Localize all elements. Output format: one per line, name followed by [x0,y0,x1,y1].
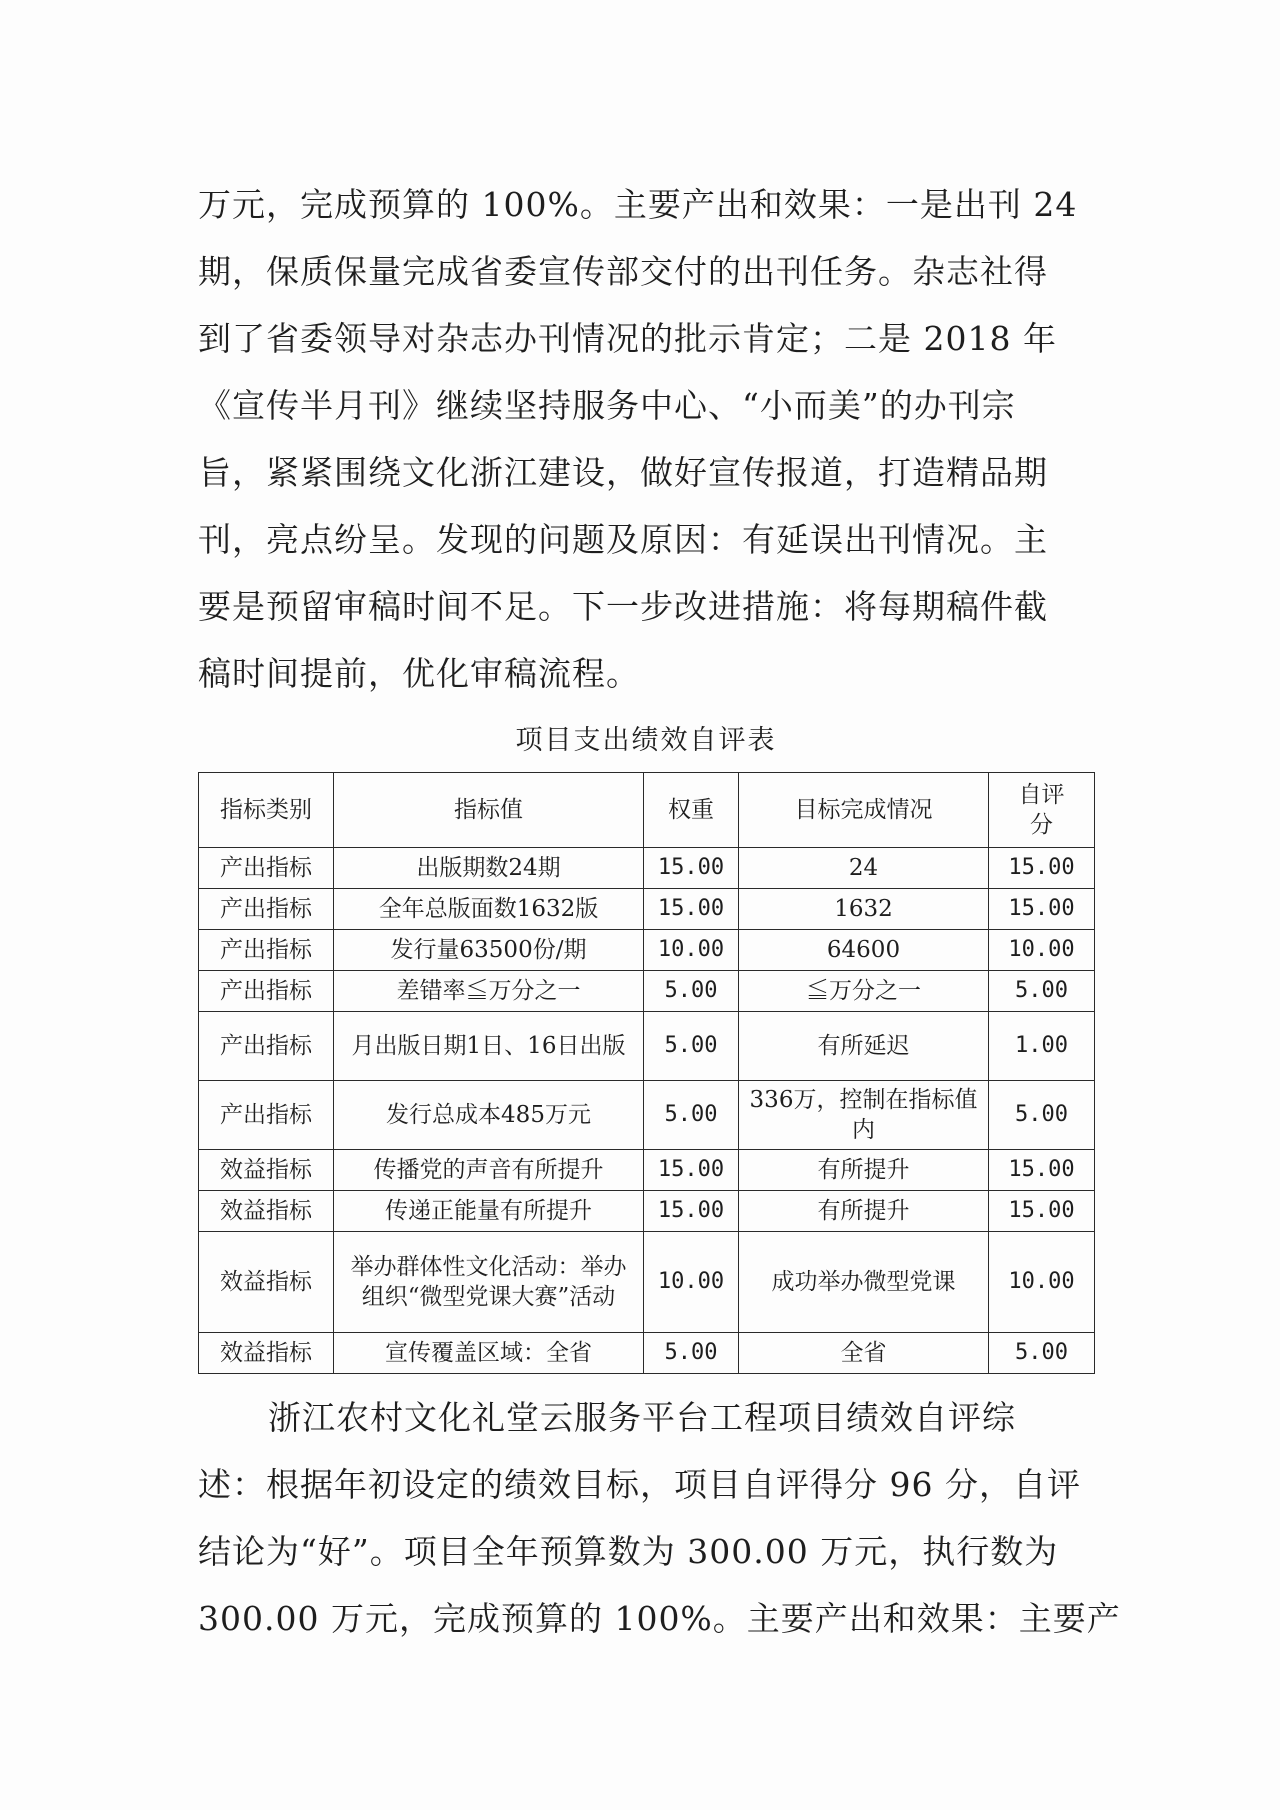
cell-indicator: 差错率≦万分之一 [334,971,644,1012]
cell-category: 产出指标 [199,1081,334,1150]
cell-score: 10.00 [989,1232,1095,1333]
table-row [199,1012,1095,1081]
paragraph-line: 刊，亮点纷呈。发现的问题及原因：有延误出刊情况。主 [198,520,1048,559]
table-row [199,1150,1095,1191]
header-indicator: 指标值 [334,773,644,848]
table-row [199,971,1095,1012]
paragraph-line: 期，保质保量完成省委宣传部交付的出刊任务。杂志社得 [198,252,1048,291]
table-row [199,1191,1095,1232]
cell-completion: 成功举办微型党课 [739,1232,989,1333]
cell-completion: 有所提升 [739,1191,989,1232]
paragraph-2 [198,1384,1121,1652]
cell-score: 15.00 [989,889,1095,930]
cell-completion: 有所延迟 [739,1012,989,1081]
table-row [199,889,1095,930]
cell-category: 产出指标 [199,1012,334,1081]
table-header-row [199,773,1095,848]
paragraph-line: 万元，完成预算的 100%。主要产出和效果：一是出刊 24 [198,185,1078,224]
cell-weight: 15.00 [644,889,739,930]
table-row [199,1081,1095,1150]
performance-table [198,772,1095,1374]
cell-weight: 5.00 [644,971,739,1012]
paragraph-line: 要是预留审稿时间不足。下一步改进措施：将每期稿件截 [198,587,1048,626]
cell-category: 产出指标 [199,971,334,1012]
paragraph-line: 300.00 万元，完成预算的 100%。主要产出和效果：主要产 [198,1599,1121,1638]
cell-weight: 15.00 [644,1191,739,1232]
header-weight: 权重 [644,773,739,848]
table-row [199,930,1095,971]
cell-completion: 全省 [739,1333,989,1374]
paragraph-line: 浙江农村文化礼堂云服务平台工程项目绩效自评综 [268,1398,1016,1437]
cell-weight: 15.00 [644,848,739,889]
cell-category: 产出指标 [199,930,334,971]
cell-score: 15.00 [989,1191,1095,1232]
table-row [199,848,1095,889]
cell-category: 效益指标 [199,1150,334,1191]
cell-indicator: 发行总成本485万元 [334,1081,644,1150]
cell-category: 产出指标 [199,848,334,889]
cell-weight: 5.00 [644,1333,739,1374]
paragraph-line: 《宣传半月刊》继续坚持服务中心、“小而美”的办刊宗 [198,386,1016,425]
cell-category: 效益指标 [199,1191,334,1232]
table-row [199,1333,1095,1374]
paragraph-line: 到了省委领导对杂志办刊情况的批示肯定；二是 2018 年 [198,319,1057,358]
cell-indicator: 举办群体性文化活动：举办组织“微型党课大赛”活动 [334,1232,644,1333]
header-category: 指标类别 [199,773,334,848]
cell-weight: 15.00 [644,1150,739,1191]
cell-indicator: 月出版日期1日、16日出版 [334,1012,644,1081]
cell-score: 5.00 [989,1333,1095,1374]
cell-score: 10.00 [989,930,1095,971]
table-title: 项目支出绩效自评表 [515,725,777,756]
cell-completion: 24 [739,848,989,889]
cell-completion: 1632 [739,889,989,930]
paragraph-line: 稿时间提前，优化审稿流程。 [198,654,640,693]
cell-weight: 10.00 [644,930,739,971]
header-score: 自评分 [989,773,1095,848]
paragraph-line: 述：根据年初设定的绩效目标，项目自评得分 96 分，自评 [198,1465,1081,1504]
cell-score: 1.00 [989,1012,1095,1081]
cell-weight: 10.00 [644,1232,739,1333]
cell-completion: 有所提升 [739,1150,989,1191]
cell-completion: ≦万分之一 [739,971,989,1012]
cell-weight: 5.00 [644,1012,739,1081]
paragraph-1 [198,171,1078,707]
cell-category: 产出指标 [199,889,334,930]
cell-indicator: 出版期数24期 [334,848,644,889]
table-row [199,1232,1095,1333]
paragraph-line: 旨，紧紧围绕文化浙江建设，做好宣传报道，打造精品期 [198,453,1048,492]
cell-completion: 64600 [739,930,989,971]
cell-weight: 5.00 [644,1081,739,1150]
cell-indicator: 传播党的声音有所提升 [334,1150,644,1191]
cell-score: 15.00 [989,1150,1095,1191]
cell-indicator: 宣传覆盖区域：全省 [334,1333,644,1374]
header-completion: 目标完成情况 [739,773,989,848]
cell-score: 5.00 [989,1081,1095,1150]
cell-indicator: 全年总版面数1632版 [334,889,644,930]
cell-category: 效益指标 [199,1232,334,1333]
cell-indicator: 发行量63500份/期 [334,930,644,971]
cell-category: 效益指标 [199,1333,334,1374]
cell-completion: 336万，控制在指标值内 [739,1081,989,1150]
paragraph-line: 结论为“好”。项目全年预算数为 300.00 万元，执行数为 [198,1532,1059,1571]
cell-score: 15.00 [989,848,1095,889]
cell-indicator: 传递正能量有所提升 [334,1191,644,1232]
cell-score: 5.00 [989,971,1095,1012]
